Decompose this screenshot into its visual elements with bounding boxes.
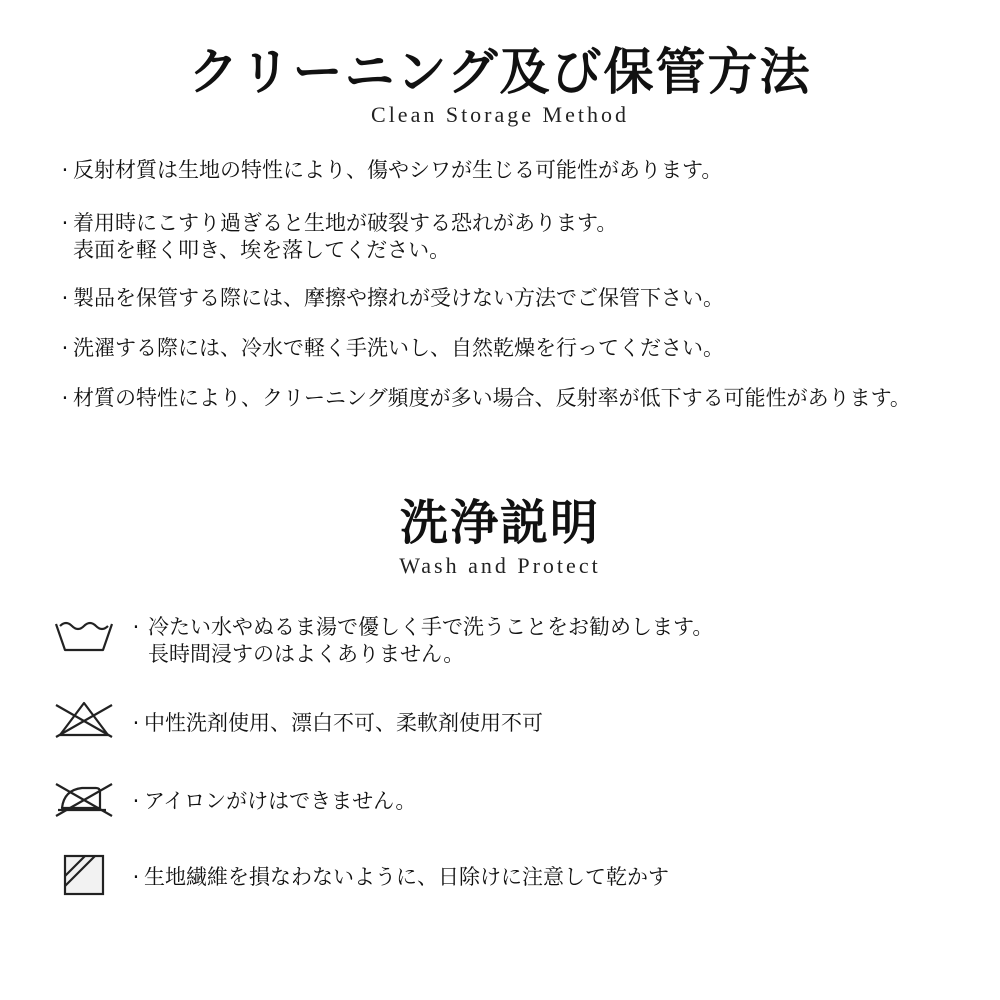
storage-note-line: 表面を軽く叩き、埃を落してください。 bbox=[73, 238, 451, 262]
storage-note-line: 着用時にこすり過ぎると生地が破裂する恐れがあります。 bbox=[73, 211, 618, 235]
storage-note-line: 洗濯する際には、冷水で軽く手洗いし、自然乾燥を行ってください。 bbox=[73, 336, 724, 360]
bullet-dot: · bbox=[61, 211, 69, 235]
care-text-line: 冷たい水やぬるま湯で優しく手で洗うことをお勧めします。 bbox=[148, 615, 714, 639]
care-text-line: 長時間浸すのはよくありません。 bbox=[148, 642, 465, 666]
care-item-no-iron bbox=[52, 778, 982, 838]
wash-title: 洗浄説明 bbox=[399, 495, 600, 551]
care-item-shade-dry bbox=[52, 852, 982, 912]
care-item-no-bleach bbox=[52, 697, 982, 757]
no-bleach-icon bbox=[52, 697, 116, 747]
storage-note bbox=[57, 385, 992, 412]
bullet-dot: · bbox=[132, 711, 140, 735]
storage-note bbox=[57, 210, 992, 264]
bullet-dot: · bbox=[61, 386, 69, 410]
bullet-dot: · bbox=[61, 336, 69, 360]
bullet-dot: · bbox=[132, 865, 140, 889]
shade-dry-icon bbox=[52, 852, 116, 902]
bullet-dot: · bbox=[132, 615, 140, 639]
storage-note bbox=[57, 335, 992, 362]
storage-note bbox=[57, 157, 992, 184]
bullet-dot: · bbox=[61, 286, 69, 310]
care-text-line: 生地繊維を損なわないように、日除けに注意して乾かす bbox=[144, 865, 669, 889]
care-item-hand-wash bbox=[52, 614, 982, 674]
storage-subtitle: Clean Storage Method bbox=[371, 102, 629, 127]
storage-note-line: 材質の特性により、クリーニング頻度が多い場合、反射率が低下する可能性があります。 bbox=[73, 386, 911, 410]
care-text-line: アイロンがけはできません。 bbox=[144, 789, 417, 813]
storage-title: クリーニング及び保管方法 bbox=[188, 42, 812, 101]
bullet-dot: · bbox=[61, 158, 69, 182]
storage-note-line: 反射材質は生地の特性により、傷やシワが生じる可能性があります。 bbox=[73, 158, 723, 182]
hand-wash-icon bbox=[52, 614, 116, 664]
wash-subtitle: Wash and Protect bbox=[399, 553, 601, 578]
storage-note-line: 製品を保管する際には、摩擦や擦れが受けない方法でご保管下さい。 bbox=[73, 286, 724, 310]
bullet-dot: · bbox=[132, 789, 140, 813]
care-text-line: 中性洗剤使用、漂白不可、柔軟剤使用不可 bbox=[144, 711, 543, 735]
storage-note bbox=[57, 285, 992, 312]
no-iron-icon bbox=[52, 778, 116, 828]
